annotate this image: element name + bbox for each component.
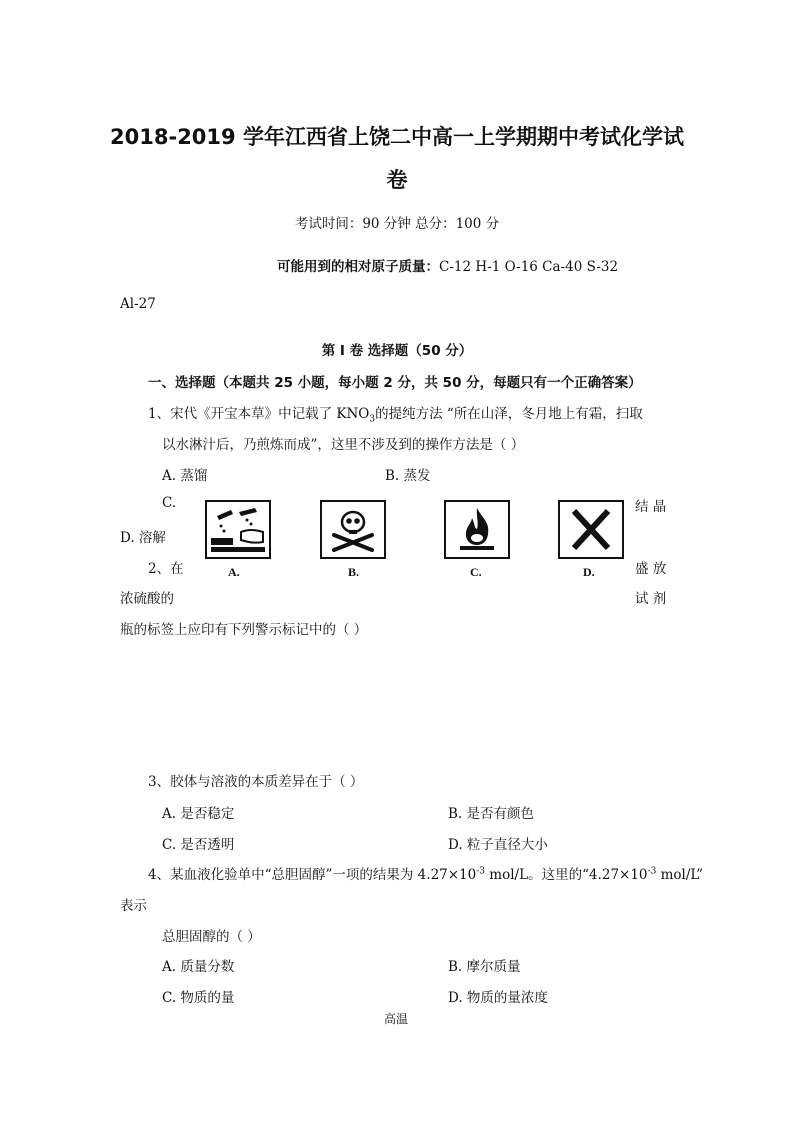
q3-option-c: C. 是否透明 xyxy=(162,837,235,853)
harmful-cross-icon xyxy=(558,500,624,559)
q4-line-2: 表示 xyxy=(120,898,147,914)
q1-option-d: D. 溶解 xyxy=(120,530,166,546)
flammable-flame-icon xyxy=(444,500,510,559)
footer-fragment: 高温 xyxy=(384,1012,409,1026)
q4-option-c: C. 物质的量 xyxy=(162,990,235,1006)
atomic-mass-line xyxy=(277,255,618,275)
q4-option-a: A. 质量分数 xyxy=(162,959,235,975)
q4-text-a: 4、某血液化验单中“总胆固醇”一项的结果为 4.27×10 xyxy=(148,867,477,883)
q2-right-1: 盛 放 xyxy=(635,561,667,577)
q4-superscript-2: -3 xyxy=(647,866,657,877)
q1-line-1 xyxy=(148,402,643,425)
q4-line-3: 总胆固醇的（ ） xyxy=(162,929,261,945)
q3-option-b: B. 是否有颜色 xyxy=(448,806,535,822)
section-heading: 一、选择题（本题共 25 小题，每小题 2 分，共 50 分，每题只有一个正确答案） xyxy=(148,375,642,391)
q4-line-1 xyxy=(148,863,703,883)
q1-subscript: 3 xyxy=(369,414,376,425)
atomic-mass-continuation: Al-27 xyxy=(120,296,156,312)
q4-option-d: D. 物质的量浓度 xyxy=(448,990,548,1006)
sign-label-c: C. xyxy=(470,565,482,579)
sign-label-b: B. xyxy=(348,565,360,579)
title-line-1: 2018-2019 学年江西省上饶二中高一上学期期中考试化学试 xyxy=(110,125,684,149)
q4-option-b: B. 摩尔质量 xyxy=(448,959,521,975)
exam-info: 考试时间：90 分钟 总分：100 分 xyxy=(294,216,500,232)
q1-text-b: 的提纯方法 “所在山泽，冬月地上有霜，扫取 xyxy=(375,406,643,422)
q3-stem: 3、胶体与溶液的本质差异在于（ ） xyxy=(148,774,364,790)
sign-label-d: D. xyxy=(583,565,595,579)
q1-option-a: A. 蒸馏 xyxy=(162,468,208,484)
q2-line-3: 瓶的标签上应印有下列警示标记中的（ ） xyxy=(120,622,368,638)
q3-option-d: D. 粒子直径大小 xyxy=(448,837,548,853)
q1-option-c: C. xyxy=(162,495,177,511)
q2-right-2: 试 剂 xyxy=(635,591,667,607)
corrosive-icon xyxy=(205,500,271,559)
part-heading: 第 I 卷 选择题（50 分） xyxy=(321,343,473,359)
q4-text-c: mol/L” xyxy=(656,867,704,883)
sign-label-a: A. xyxy=(228,565,240,579)
q2-prefix: 2、在 xyxy=(148,561,184,577)
toxic-skull-icon xyxy=(320,500,386,559)
q3-option-a: A. 是否稳定 xyxy=(162,806,235,822)
q1-option-c-text: 结 晶 xyxy=(635,499,667,515)
q1-text-a: 1、宋代《开宝本草》中记载了 KNO xyxy=(148,406,370,422)
q1-option-b: B. 蒸发 xyxy=(385,468,431,484)
atomic-mass-values: C-12 H-1 O-16 Ca-40 S-32 xyxy=(439,259,619,275)
title-line-2: 卷 xyxy=(386,168,408,192)
atomic-mass-label: 可能用到的相对原子质量： xyxy=(277,259,439,275)
q1-line-2: 以水淋汁后，乃煎炼而成”，这里不涉及到的操作方法是（ ） xyxy=(162,437,525,453)
q4-text-b: mol/L。这里的“4.27×10 xyxy=(485,867,648,883)
q4-superscript-1: -3 xyxy=(476,866,486,877)
q2-left-2: 浓硫酸的 xyxy=(120,591,174,607)
